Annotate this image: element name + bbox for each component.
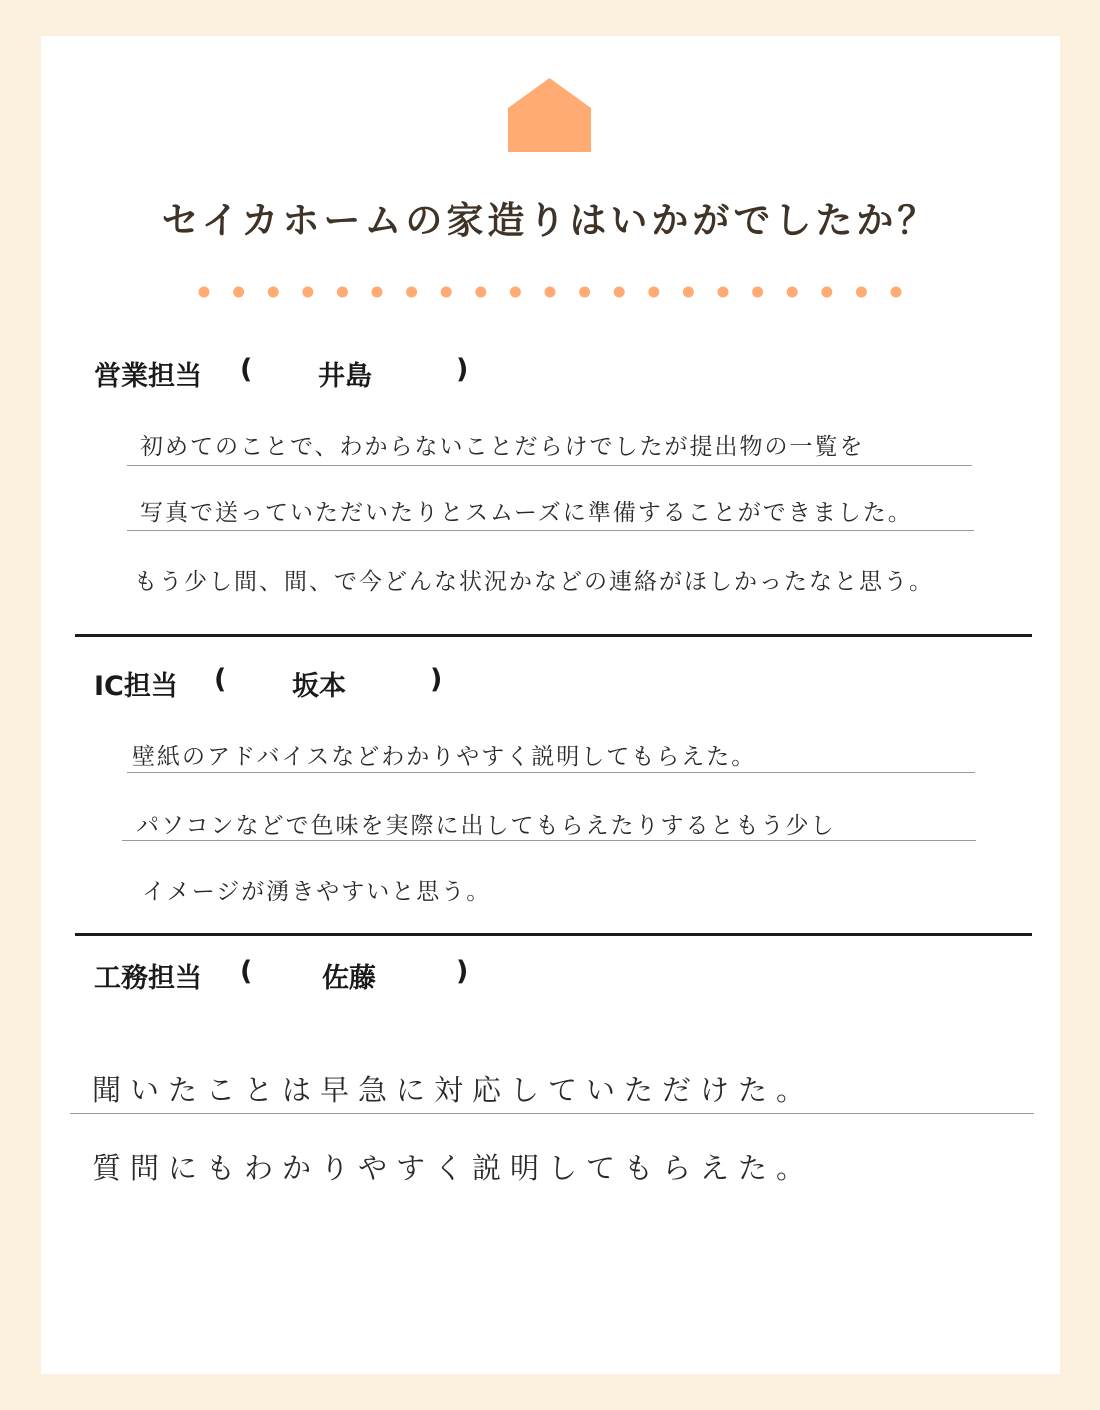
divider-dot [648,287,659,298]
divider-dot [406,287,417,298]
comment-line: パソコンなどで色味を実際に出してもらえたりするともう少し [136,813,836,839]
divider-dot [752,287,763,298]
divider-dot [337,287,348,298]
open-paren: ( [214,664,227,695]
section-heading-construction [94,956,494,992]
divider-dot [372,287,383,298]
house-icon [508,78,591,152]
comment-line: 壁紙のアドバイスなどわかりやすく説明してもらえた。 [132,744,757,770]
divider-dot [787,287,798,298]
role-label: IC担当 [94,671,178,702]
section-divider [75,634,1032,637]
divider-dot [614,287,625,298]
close-paren: ) [456,956,469,987]
divider-dot [510,287,521,298]
underline [122,840,976,841]
section-divider [75,933,1032,936]
comment-line: 写真で送っていただいたりとスムーズに準備することができました。 [140,500,913,526]
divider-dot [233,287,244,298]
comment-line: 初めてのことで、わからないことだらけでしたが提出物の一覧を [140,434,865,460]
role-label: 工務担当 [94,963,202,994]
close-paren: ) [456,354,469,385]
divider-dot [891,287,902,298]
close-paren: ) [430,664,443,695]
divider-dot [199,287,210,298]
role-label: 営業担当 [94,361,202,392]
divider-dot [683,287,694,298]
staff-name: 坂本 [292,671,346,702]
comment-line: もう少し間、間、で今どんな状況かなどの連絡がほしかったなと思う。 [134,569,934,595]
comment-line: 聞いたことは早急に対応していただけた。 [92,1073,815,1107]
divider-dot [821,287,832,298]
underline [127,772,975,773]
divider-dot [268,287,279,298]
divider-dot [856,287,867,298]
open-paren: ( [240,354,253,385]
underline [70,1113,1034,1114]
dotted-divider [198,286,910,298]
underline [127,530,974,531]
divider-dot [718,287,729,298]
comment-line: 質問にもわかりやすく説明してもらえた。 [92,1151,815,1185]
divider-dot [545,287,556,298]
underline [127,465,972,466]
open-paren: ( [240,956,253,987]
section-heading-ic [94,664,494,700]
section-heading-sales [94,354,494,390]
divider-dot [302,287,313,298]
page-title: セイカホームの家造りはいかがでしたか？ [161,199,939,242]
staff-name: 井島 [318,361,372,392]
staff-name: 佐藤 [322,963,376,994]
comment-line: イメージが湧きやすいと思う。 [142,879,492,905]
divider-dot [441,287,452,298]
divider-dot [579,287,590,298]
divider-dot [475,287,486,298]
